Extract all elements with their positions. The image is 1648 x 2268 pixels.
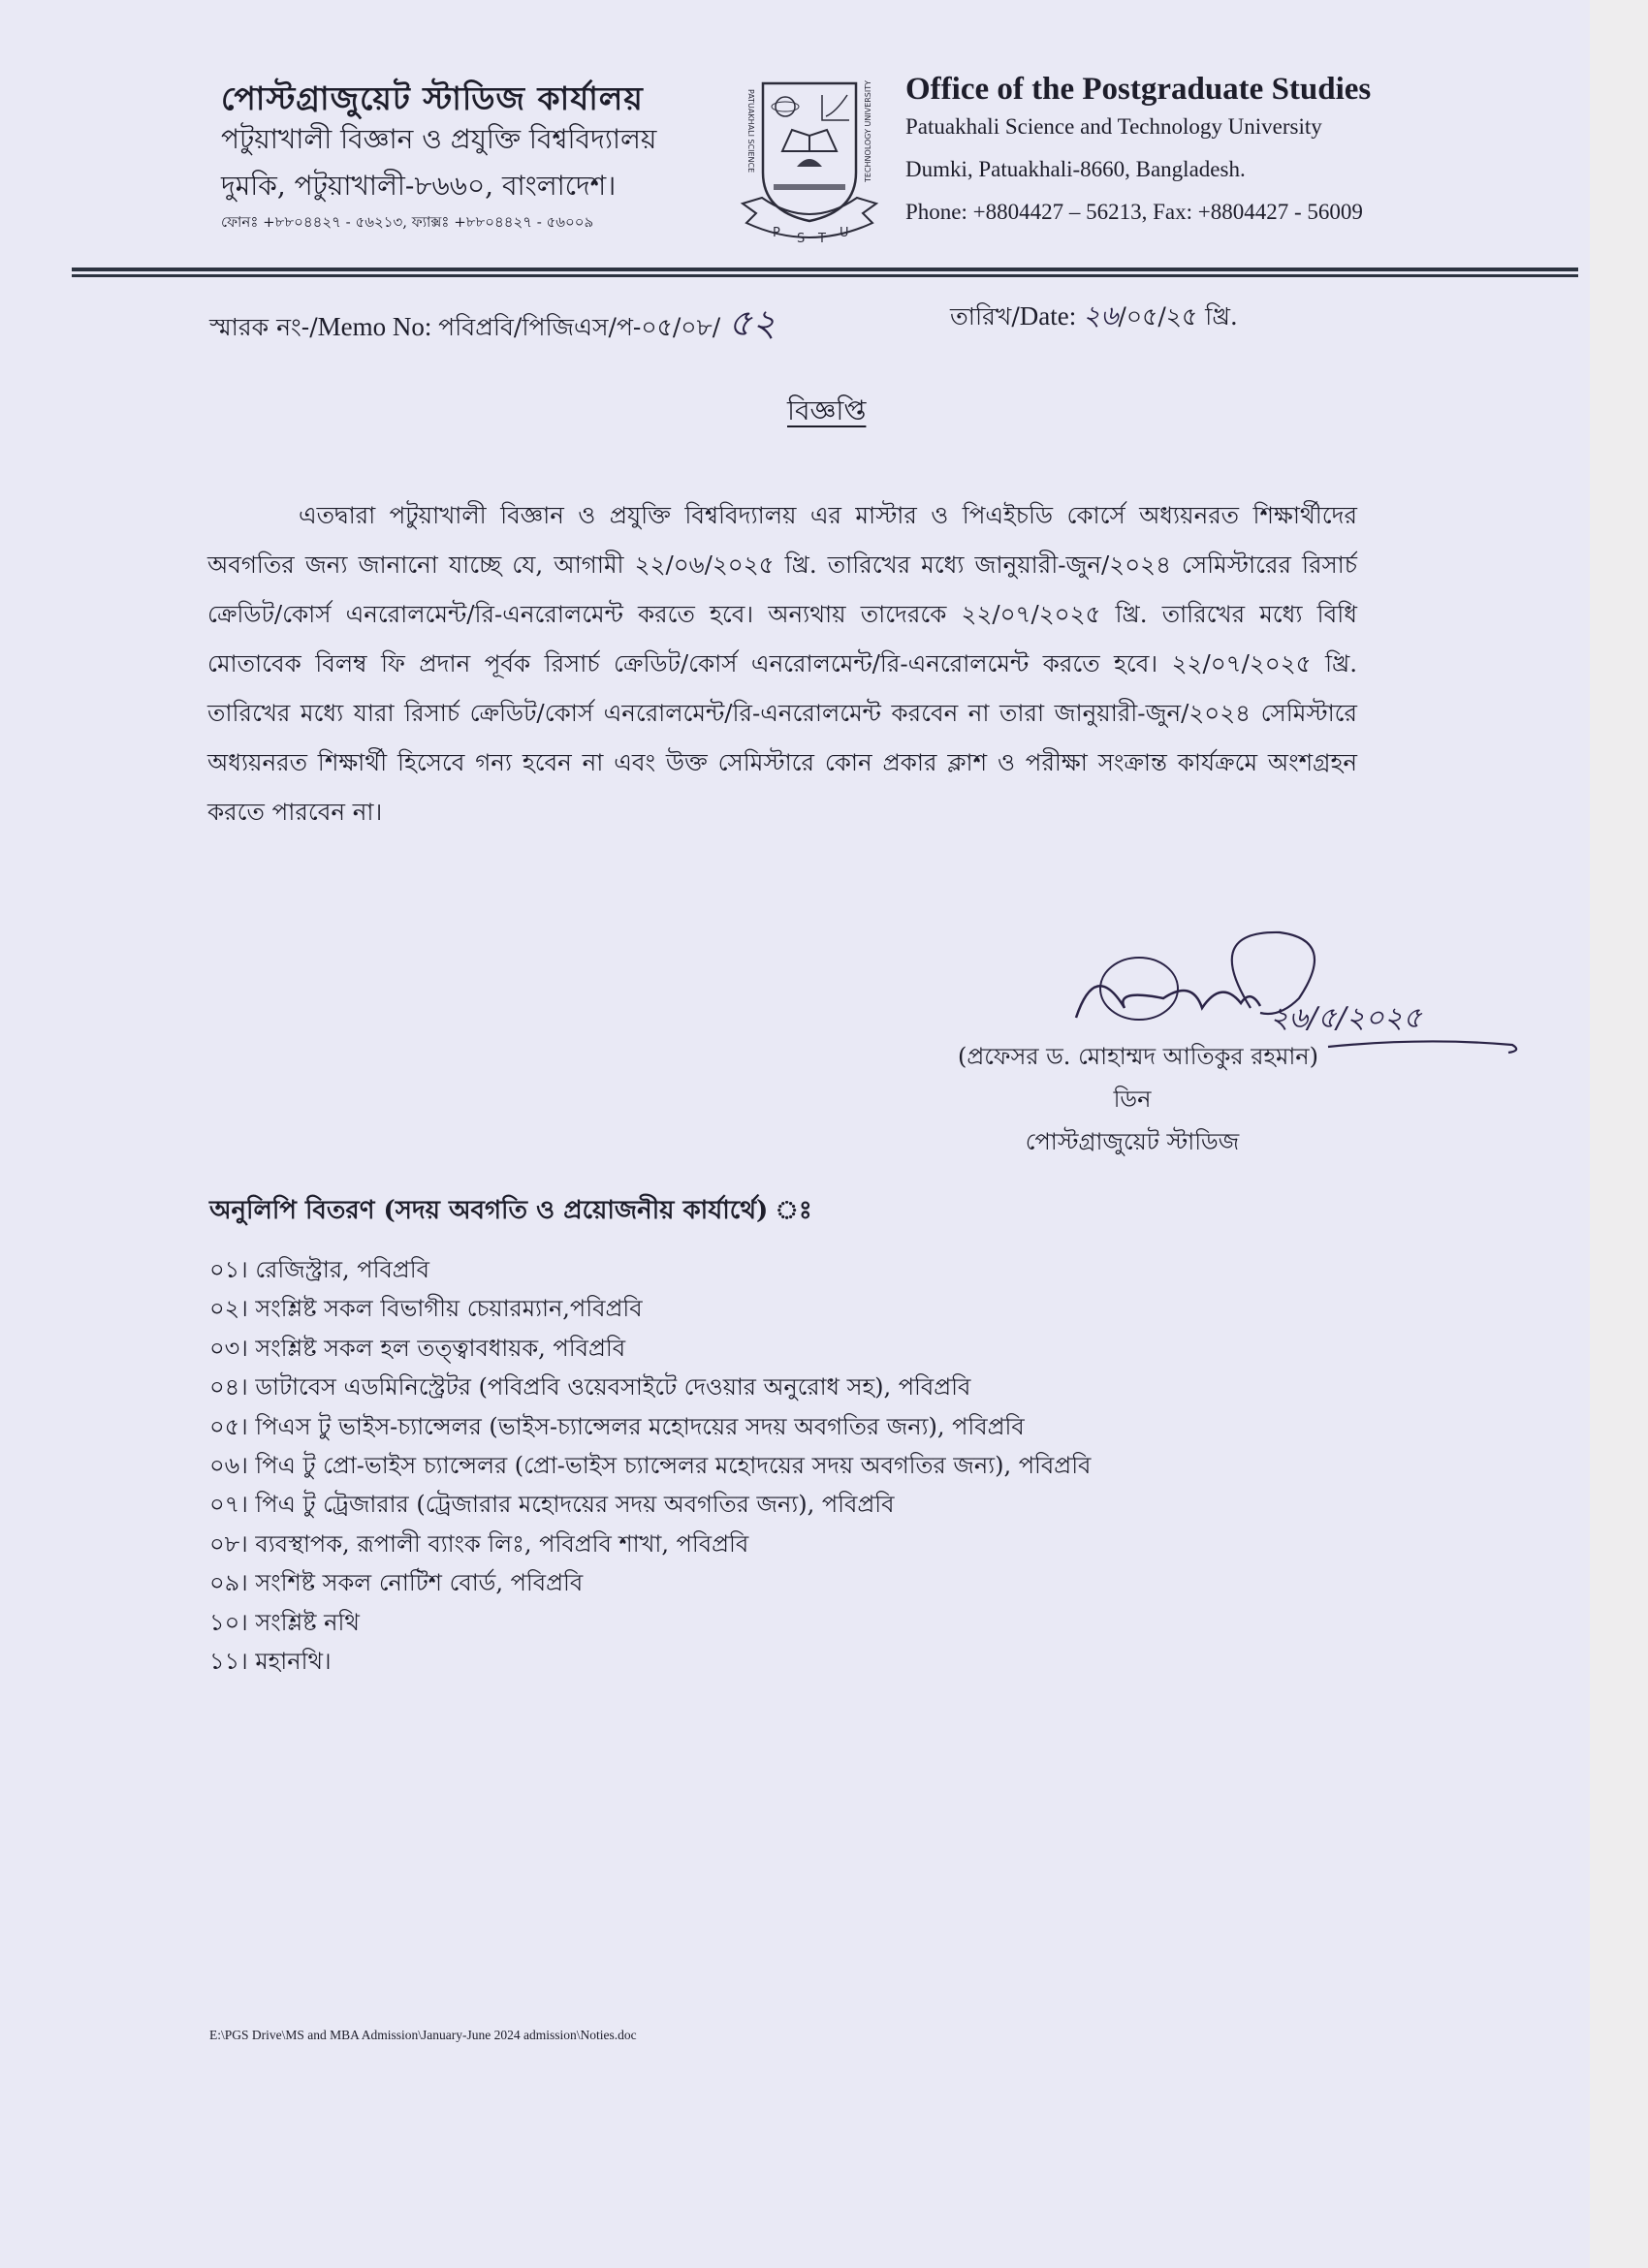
date-handwritten-day: ২৬: [1083, 299, 1119, 331]
copy-item: ০৮। ব্যবস্থাপক, রূপালী ব্যাংক লিঃ, পবিপ্রবি শাখা, পবিপ্রবি: [209, 1529, 749, 1558]
copy-item: ০৩। সংশ্লিষ্ট সকল হল তত্ত্বাবধায়ক, পবিপ্রবি: [209, 1334, 626, 1362]
notice-body: এতদ্বারা পটুয়াখালী বিজ্ঞান ও প্রযুক্তি বিশ্ববিদ্যালয় এর মাস্টার ও পিএইচডি কোর্সে অধ্যয়নরত শিক্ষার্থীদের অবগতির জন্য জানানো যাচ্ছে যে, আগামী ২২/০৬/২০২৫ খ্রি. তারিখের মধ্যে জানুয়ারী-জুন/২০২৪ সেমিস্টারের রিসার্চ ক্রেডিট/কোর্স এনরোলমেন্ট/রি-এনরোলমেন্ট করতে হবে। অন্যথায় তাদেরকে ২২/০৭/২০২৫ খ্রি. তারিখের মধ্যে বিধি মোতাবেক বিলম্ব ফি প্রদান পূর্বক রিসার্চ ক্রেডিট/কোর্স এনরোলমেন্ট/রি-এনরোলমেন্ট করতে হবে। ২২/০৭/২০২৫ খ্রি. তারিখের মধ্যে যারা রিসার্চ ক্রেডিট/কোর্স এনরোলমেন্ট/রি-এনরোলমেন্ট করবেন না তারা জানুয়ারী-জুন/২০২৪ সেমিস্টারে অধ্যয়নরত শিক্ষার্থী হিসেবে গন্য হবেন না এবং উক্ত সেমিস্টারে কোন প্রকার ক্লাশ ও পরীক্ষা সংক্রান্ত কার্যক্রমে অংশগ্রহন করতে পারবেন না।: [207, 501, 1357, 826]
footer-file-path: E:\PGS Drive\MS and MBA Admission\January-June 2024 admission\Noties.doc: [209, 2028, 637, 2042]
letterhead-office-bn: পোস্টগ্রাজুয়েট স্টাডিজ কার্যালয়: [221, 79, 644, 117]
copy-item: ০৬। পিএ টু প্রো-ভাইস চ্যান্সেলর (প্রো-ভাইস চ্যান্সেলর মহোদয়ের সদয় অবগতির জন্য), পবিপ্রবি: [209, 1452, 1092, 1480]
svg-text:TECHNOLOGY UNIVERSITY: TECHNOLOGY UNIVERSITY: [864, 79, 872, 182]
copy-item: ০১। রেজিস্ট্রার, পবিপ্রবি: [209, 1256, 429, 1283]
svg-text:PATUAKHALI SCIENCE: PATUAKHALI SCIENCE: [746, 89, 755, 173]
copy-item: ১০। সংশ্লিষ্ট নথি: [209, 1608, 360, 1636]
memo-handwritten-number: ৫২: [728, 301, 776, 344]
letterhead-university-bn: পটুয়াখালী বিজ্ঞান ও প্রযুক্তি বিশ্ববিদ্যালয়: [221, 123, 657, 155]
svg-text:S: S: [797, 232, 806, 246]
memo-label-bn: স্মারক নং-/: [209, 313, 318, 341]
copy-item: ১১। মহানথি।: [209, 1648, 332, 1676]
svg-text:U: U: [840, 226, 849, 240]
copies-title: অনুলিপি বিতরণ (সদয় অবগতি ও প্রয়োজনীয় কার্যার্থে) ঃ: [209, 1196, 812, 1225]
signatory-department: পোস্টগ্রাজুয়েট স্টাডিজ: [1025, 1128, 1240, 1155]
memo-reference: পবিপ্রবি/পিজিএস/প-০৫/০৮/: [438, 313, 721, 341]
copy-item: ০২। সংশ্লিষ্ট সকল বিভাগীয় চেয়ারম্যান,পবিপ্রবি: [209, 1295, 643, 1323]
letterhead-office-en: Office of the Postgraduate Studies: [905, 72, 1372, 107]
scanner-background: [1590, 0, 1648, 2268]
letterhead-contact-en: Phone: +8804427 – 56213, Fax: +8804427 - 56009: [905, 200, 1363, 224]
copy-item: ০৯। সংশিষ্ট সকল নোটিশ বোর্ড, পবিপ্রবি: [209, 1569, 584, 1597]
copy-item: ০৪। ডাটাবেস এডমিনিস্ট্রেটর (পবিপ্রবি ওয়েবসাইটে দেওয়ার অনুরোধ সহ), পবিপ্রবি: [209, 1373, 971, 1402]
memo-label-en: Memo No:: [317, 312, 439, 341]
svg-text:P: P: [773, 226, 780, 240]
signatory-title: ডিন: [1113, 1086, 1152, 1113]
signature-block: [958, 1035, 1318, 1163]
svg-text:২৬/৫/২০২৫: ২৬/৫/২০২৫: [1270, 1001, 1422, 1035]
date-label-bn: তারিখ/: [950, 302, 1020, 331]
header-rule-bottom: [72, 274, 1578, 277]
date-label-en: Date:: [1019, 301, 1083, 331]
signatory-name: (প্রফেসর ড. মোহাম্মদ আতিকুর রহমান): [958, 1043, 1318, 1070]
date-rest: /০৫/২৫ খ্রি.: [1118, 302, 1238, 331]
university-seal-icon: [739, 76, 880, 250]
letterhead-contact-bn: ফোনঃ +৮৮০৪৪২৭ - ৫৬২১৩, ফ্যাক্সঃ +৮৮০৪৪২৭ - ৫৬০০৯: [221, 213, 594, 231]
copy-item: ০৭। পিএ টু ট্রেজারার (ট্রেজারার মহোদয়ের সদয় অবগতির জন্য), পবিপ্রবি: [209, 1491, 895, 1519]
header-rule-top: [72, 268, 1578, 271]
letterhead-address-en: Dumki, Patuakhali-8660, Bangladesh.: [905, 157, 1246, 181]
memo-date: [950, 295, 1238, 340]
copy-item: ০৫। পিএস টু ভাইস-চ্যান্সেলর (ভাইস-চ্যান্সেলর মহোদয়ের সদয় অবগতির জন্য), পবিপ্রবি: [209, 1412, 1025, 1440]
letterhead-university-en: Patuakhali Science and Technology University: [905, 114, 1322, 139]
letterhead-address-bn: দুমকি, পটুয়াখালী-৮৬৬০, বাংলাদেশ।: [221, 170, 617, 202]
copies-list: [209, 1250, 1091, 1681]
svg-text:T: T: [818, 232, 826, 246]
memo-number: [209, 295, 776, 357]
notice-heading: বিজ্ঞপ্তি: [787, 394, 867, 426]
